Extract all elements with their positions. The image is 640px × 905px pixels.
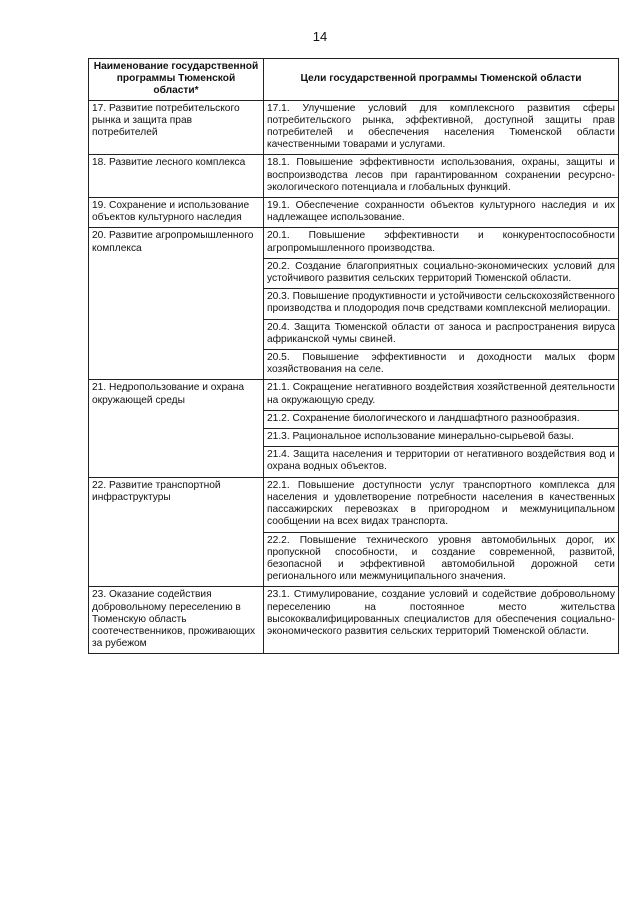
program-name-cell: 23. Оказание содействия добровольному переселению в Тюменскую область соотечественников, проживающих за рубежом xyxy=(89,587,264,654)
program-goal-cell: 21.4. Защита населения и территории от негативного воздействия вод и охрана водных объектов. xyxy=(264,447,619,477)
table-row xyxy=(89,100,619,155)
table-row xyxy=(89,587,619,654)
program-name-cell: 18. Развитие лесного комплекса xyxy=(89,155,264,198)
table-row xyxy=(89,228,619,258)
program-goal-cell: 21.3. Рациональное использование минерально-сырьевой базы. xyxy=(264,429,619,447)
program-goal-cell: 20.5. Повышение эффективности и доходности малых форм хозяйствования на селе. xyxy=(264,350,619,380)
program-goal-cell: 21.2. Сохранение биологического и ландшафтного разнообразия. xyxy=(264,410,619,428)
table-row xyxy=(89,380,619,410)
program-goal-cell: 19.1. Обеспечение сохранности объектов культурного наследия и их надлежащее использование. xyxy=(264,198,619,228)
programs-table xyxy=(88,58,619,654)
page-number: 14 xyxy=(312,29,328,44)
program-goal-cell: 23.1. Стимулирование, создание условий и содействие добровольному переселению на постоянное место жительства высококвалифицированных специалистов для обеспечения социально-экономического развития сельских территорий Тюменской области. xyxy=(264,587,619,654)
program-goal-cell: 22.1. Повышение доступности услуг транспортного комплекса для населения и удовлетворение потребности населения в качественных пассажирских перевозках в пригородном и межмуниципальном сообщении на всех видах транспорта. xyxy=(264,477,619,532)
table-row xyxy=(89,477,619,532)
program-name-cell: 19. Сохранение и использование объектов культурного наследия xyxy=(89,198,264,228)
program-goal-cell: 20.3. Повышение продуктивности и устойчивости сельскохозяйственного производства и плодородия почв средствами комплексной мелиорации. xyxy=(264,289,619,319)
table-row xyxy=(89,155,619,198)
program-goal-cell: 18.1. Повышение эффективности использования, охраны, защиты и воспроизводства лесов при гарантированном сохранении ресурсно-экологического потенциала и глобальных функций. xyxy=(264,155,619,198)
program-goal-cell: 20.4. Защита Тюменской области от заноса и распространения вируса африканской чумы свиней. xyxy=(264,319,619,349)
table-row xyxy=(89,198,619,228)
header-program-name: Наименование государственной программы Тюменской области* xyxy=(89,59,264,101)
program-goal-cell: 22.2. Повышение технического уровня автомобильных дорог, их пропускной способности, и создание современной, развитой, безопасной и эффективной автомобильной дорожной сети регионального или межмуниципального значения. xyxy=(264,532,619,587)
program-goal-cell: 21.1. Сокращение негативного воздействия хозяйственной деятельности на окружающую среду. xyxy=(264,380,619,410)
header-program-goals: Цели государственной программы Тюменской области xyxy=(264,59,619,101)
program-name-cell: 22. Развитие транспортной инфраструктуры xyxy=(89,477,264,587)
program-goal-cell: 20.2. Создание благоприятных социально-экономических условий для устойчивого развития сельских территорий Тюменской области. xyxy=(264,258,619,288)
program-name-cell: 21. Недропользование и охрана окружающей среды xyxy=(89,380,264,477)
table-body xyxy=(89,100,619,654)
program-name-cell: 20. Развитие агропромышленного комплекса xyxy=(89,228,264,380)
table-header-row xyxy=(89,59,619,101)
program-goal-cell: 17.1. Улучшение условий для комплексного развития сферы потребительского рынка, эффективной, доступной защиты прав потребителей и обеспечения населения Тюменской области качественными товарами и услугами. xyxy=(264,100,619,155)
program-name-cell: 17. Развитие потребительского рынка и защита прав потребителей xyxy=(89,100,264,155)
program-goal-cell: 20.1. Повышение эффективности и конкурентоспособности агропромышленного производства. xyxy=(264,228,619,258)
